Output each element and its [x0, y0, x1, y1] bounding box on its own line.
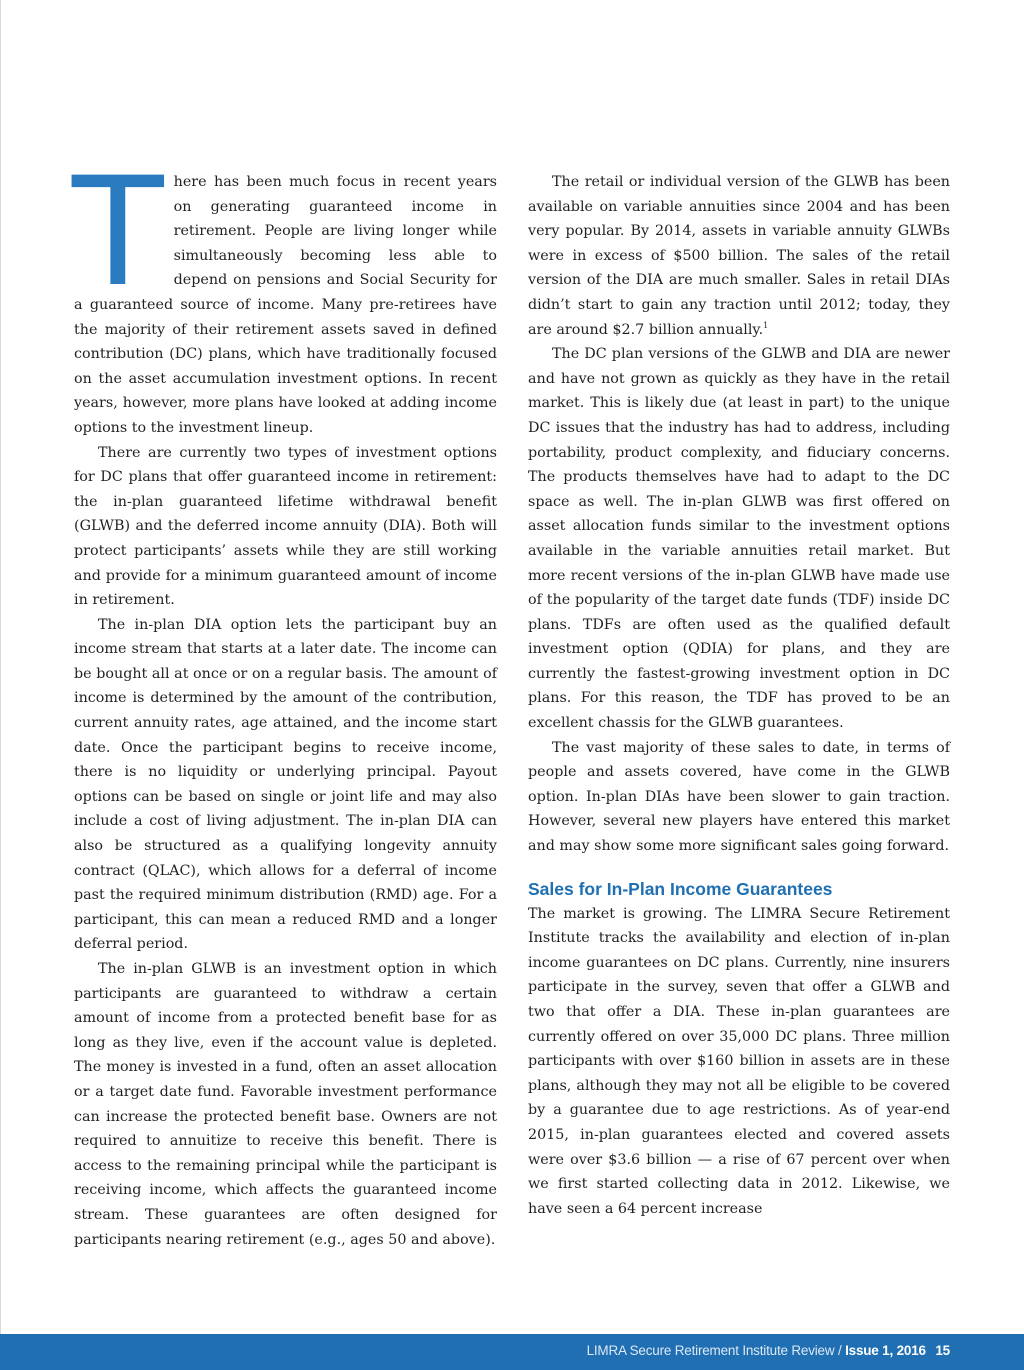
paragraph-dc-plan-versions: The DC plan versions of the GLWB and DIA are newer and have not grown as quickly as they have in the retail market. This is likely due (at least in part) to the unique DC issues that the industry has had to address, including portability, product complexity, and fiduciary concerns. The products themselves have had to adapt to the DC space as well. The in-plan GLWB was first offered on asset allocation funds similar to the investment options available in the variable annuities retail market. But more recent versions of the in-plan GLWB have made use of the popularity of the target date funds (TDF) inside DC plans. TDFs are often used as the qualified default investment option (QDIA) for plans, and they are currently the fastest-growing investment option in DC plans. For this reason, the TDF has proved to be an excellent chassis for the GLWB guarantees.: [528, 346, 950, 732]
paragraph-in-plan-glwb: The in-plan GLWB is an investment option in which participants are guaranteed to withdraw a certain amount of income from a protected benefit base for as long as they live, even if the account value is depleted. The money is invested in a fund, often an asset allocation or a target date fund. Favorable investment performance can increase the protected benefit base. Owners are not required to annuitize to receive this benefit. There is access to the remaining principal while the participant is receiving income, which affects the guaranteed income stream. These guarantees are often designed for participants nearing retirement (e.g., ages 50 and above).: [74, 961, 497, 1248]
paragraph-intro-text: here has been much focus in recent years on generating guaranteed income in retirement. People are living longer while simultaneously becoming less able to depend on pensions and Social Security for a guaranteed source of income. Many pre-retirees have the majority of their retirement assets saved in defined contribution (DC) plans, which have traditionally focused on the asset accumulation investment options. In recent years, however, more plans have looked at adding income options to the investment lineup.: [74, 174, 497, 436]
paragraph-sales-majority: The vast majority of these sales to date, in terms of people and assets covered, have come in the GLWB option. In-plan DIAs have been slower to gain traction. However, several new players have entered this market and may show some more significant sales going forward.: [528, 739, 950, 855]
footer-page-number: 15: [935, 1343, 950, 1358]
footnote-marker: 1: [763, 320, 769, 330]
drop-cap: T: [72, 146, 164, 320]
paragraph-intro: [72, 146, 497, 441]
paragraph-investment-types: There are currently two types of investment options for DC plans that offer guaranteed income in retirement: the in-plan guaranteed lifetime withdrawal benefit (GLWB) and the deferred income annuity (DIA). Both will protect participants’ assets while they are still working and provide for a minimum guaranteed amount of income in retirement.: [74, 444, 497, 609]
footer-publication: LIMRA Secure Retirement Institute Review /: [586, 1343, 842, 1358]
article-right-column: [528, 170, 950, 1221]
footer-text: [587, 1343, 950, 1358]
paragraph-retail-version: [528, 170, 950, 342]
footer-bar: [0, 1334, 1024, 1370]
paragraph-market-growing: The market is growing. The LIMRA Secure Retirement Institute tracks the availability and election of in-plan income guarantees on DC plans. Currently, nine insurers participate in the survey, seven that offer a GLWB and two that offer a DIA. These in-plan guarantees are currently offered on over 35,000 DC plans. Three million participants with over $160 billion in assets are in these plans, although they may not all be eligible to be covered by a guarantee due to age restrictions. As of year-end 2015, in-plan guarantees elected and covered assets were over $3.6 billion — a rise of 67 percent over when we first started collecting data in 2012. Likewise, we have seen a 64 percent increase: [528, 905, 950, 1217]
section-heading: Sales for In-Plan Income Guarantees: [528, 878, 833, 899]
page-edge-rule: [0, 0, 1, 1334]
paragraph-retail-version-text: The retail or individual version of the GLWB has been available on variable annuities since 2004 and has been very popular. By 2014, assets in variable annuity GLWBs were in excess of $500 billion. The sales of the retail version of the DIA are much smaller. Sales in retail DIAs didn’t start to gain any traction until 2012; today, they are around $2.7 billion annually.: [528, 174, 950, 338]
paragraph-in-plan-dia: The in-plan DIA option lets the participant buy an income stream that starts at a later date. The income can be bought all at once or on a regular basis. The amount of income is determined by the amount of the contribution, current annuity rates, age attained, and the income start date. Once the participant begins to receive income, there is no liquidity or underlying principal. Payout options can be based on single or joint life and may also include a cost of living adjustment. The in-plan DIA can also be structured as a qualifying longevity annuity contract (QLAC), which allows for a deferral of income past the required minimum distribution (RMD) age. For a participant, this can mean a reduced RMD and a longer deferral period.: [74, 616, 497, 953]
footer-issue: Issue 1, 2016: [845, 1343, 926, 1358]
article-left-column: [72, 146, 497, 1252]
